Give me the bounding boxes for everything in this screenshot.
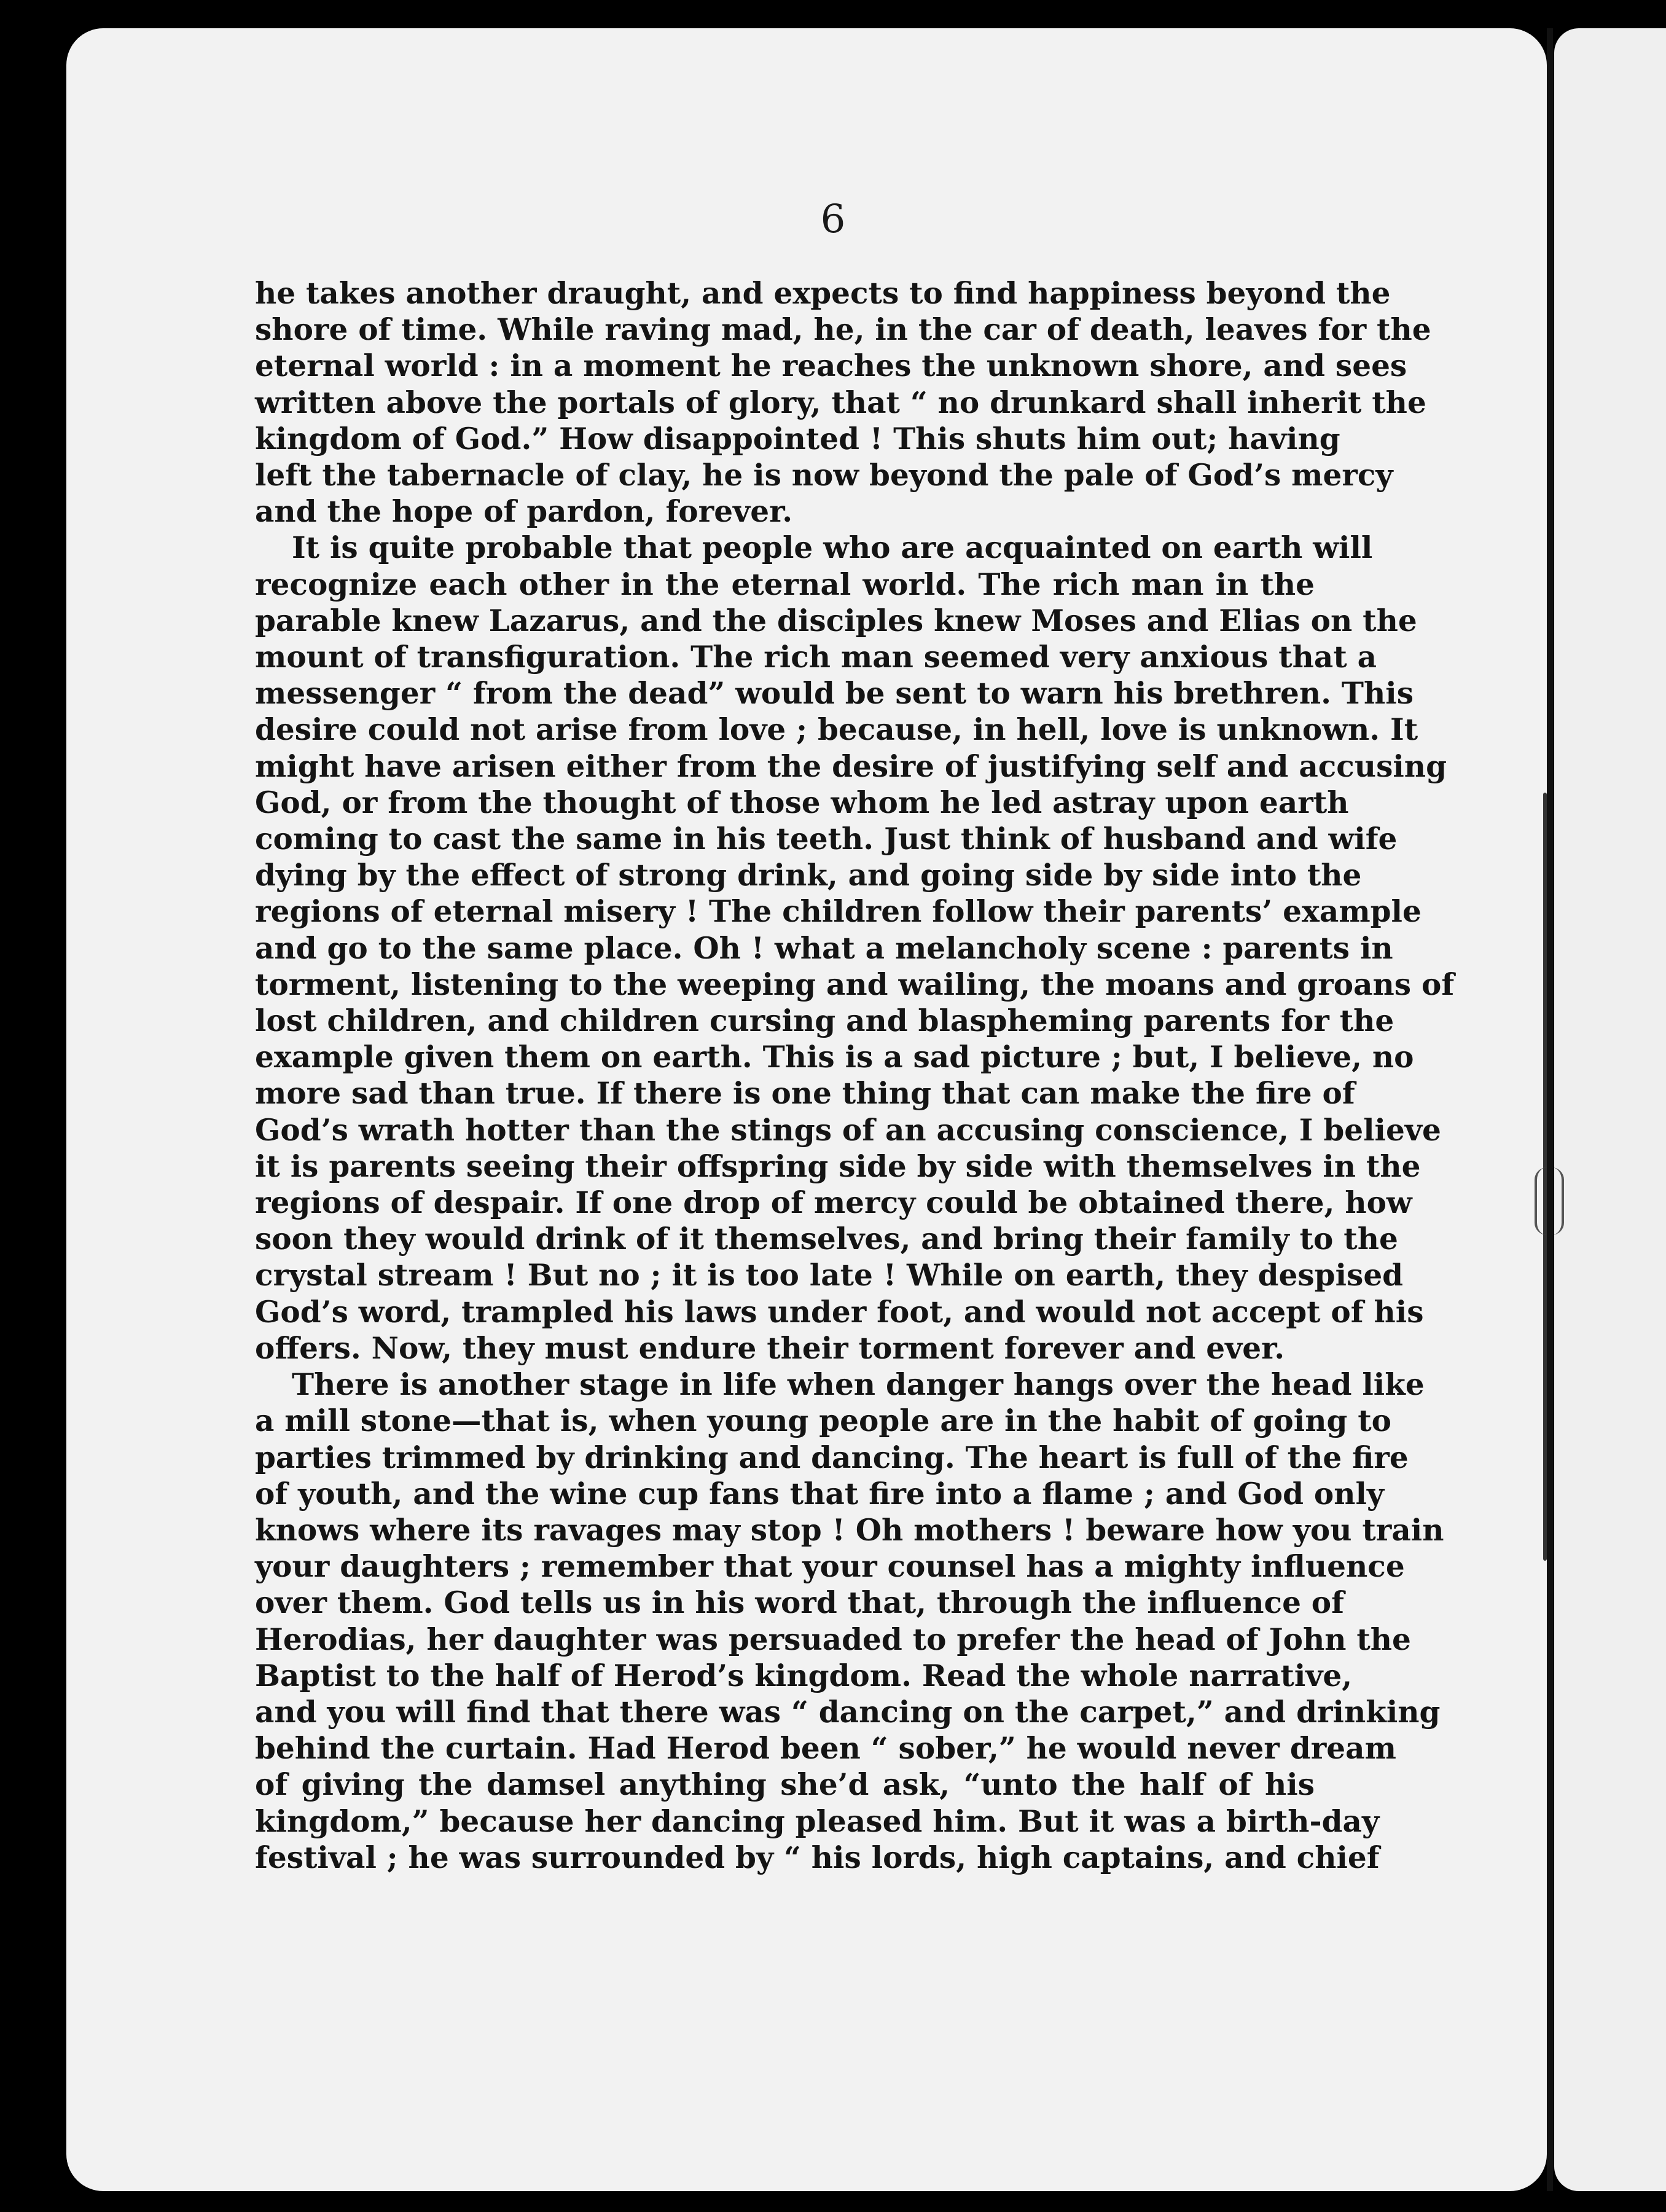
text-line: regions of eternal misery ! The children follow their parents’ example — [255, 894, 1422, 930]
text-line: God’s wrath hotter than the stings of an accusing conscience, I believe — [255, 1112, 1441, 1148]
text-line: example given them on earth. This is a sad picture ; but, I believe, no — [255, 1040, 1414, 1075]
text-line: more sad than true. If there is one thing that can make the fire of — [255, 1076, 1355, 1112]
text-line: mount of transfiguration. The rich man seemed very anxious that a — [255, 640, 1377, 675]
text-line: regions of despair. If one drop of mercy could be obtained there, how — [255, 1185, 1412, 1221]
text-line: it is parents seeing their offspring side by side with themselves in the — [255, 1148, 1421, 1184]
text-line: he takes another draught, and expects to find happiness beyond the — [255, 276, 1391, 311]
text-line: It is quite probable that people who are acquainted on earth will — [292, 530, 1373, 566]
text-line: dying by the effect of strong drink, and going side by side into the — [255, 858, 1362, 893]
text-line: of youth, and the wine cup fans that fire into a flame ; and God only — [255, 1476, 1385, 1512]
text-line: kingdom of God.” How disappointed ! This shuts him out; having — [255, 421, 1340, 457]
text-line: eternal world : in a moment he reaches the unknown shore, and sees — [255, 348, 1407, 384]
text-line: recognize each other in the eternal world. The rich man in the — [255, 567, 1315, 602]
text-line: of giving the damsel anything she’d ask, “unto the half of his — [255, 1767, 1315, 1803]
text-line: knows where its ravages may stop ! Oh mothers ! beware how you train — [255, 1512, 1444, 1548]
text-line: crystal stream ! But no ; it is too late ! While on earth, they despised — [255, 1258, 1404, 1293]
facing-page-edge — [1554, 28, 1666, 2191]
text-line: desire could not arise from love ; because, in hell, love is unknown. It — [255, 712, 1418, 748]
text-line: coming to cast the same in his teeth. Just think of husband and wife — [255, 822, 1398, 857]
text-line: a mill stone—that is, when young people are in the habit of going to — [255, 1403, 1392, 1439]
text-line: shore of time. While raving mad, he, in the car of death, leaves for the — [255, 312, 1431, 348]
text-line: kingdom,” because her dancing pleased him. But it was a birth-day — [255, 1803, 1380, 1839]
text-line: over them. God tells us in his word that, through the influence of — [255, 1585, 1345, 1621]
text-line: offers. Now, they must endure their torment forever and ever. — [255, 1330, 1285, 1366]
body-text — [255, 275, 1455, 1876]
text-line: parable knew Lazarus, and the disciples knew Moses and Elias on the — [255, 603, 1417, 638]
text-line: festival ; he was surrounded by “ his lords, high captains, and chief — [255, 1840, 1380, 1875]
text-line: lost children, and children cursing and blaspheming parents for the — [255, 1003, 1394, 1039]
text-line: parties trimmed by drinking and dancing. The heart is full of the fire — [255, 1440, 1409, 1475]
text-line: might have arisen either from the desire of justifying self and accusing — [255, 748, 1447, 784]
text-line: Baptist to the half of Herod’s kingdom. Read the whole narrative, — [255, 1658, 1353, 1693]
text-line: and you will find that there was “ dancing on the carpet,” and drinking — [255, 1694, 1441, 1730]
text-line: your daughters ; remember that your counsel has a mighty influence — [255, 1549, 1405, 1585]
text-line: written above the portals of glory, that “ no drunkard shall inherit the — [255, 385, 1426, 420]
text-line: God, or from the thought of those whom he led astray upon earth — [255, 785, 1349, 820]
text-line: Herodias, her daughter was persuaded to prefer the head of John the — [255, 1622, 1411, 1657]
text-line: soon they would drink of it themselves, and bring their family to the — [255, 1222, 1398, 1257]
page-gutter — [1547, 28, 1553, 2191]
text-line: and the hope of pardon, forever. — [255, 494, 793, 530]
text-line: God’s word, trampled his laws under foot, and would not accept of his — [255, 1294, 1424, 1330]
text-line: and go to the same place. Oh ! what a melancholy scene : parents in — [255, 930, 1393, 966]
text-line: torment, listening to the weeping and wailing, the moans and groans of — [255, 967, 1455, 1002]
page-number: 6 — [820, 197, 846, 242]
text-line: left the tabernacle of clay, he is now beyond the pale of God’s mercy — [255, 458, 1393, 493]
text-line: behind the curtain. Had Herod been “ sober,” he would never dream — [255, 1731, 1396, 1767]
text-line: messenger “ from the dead” would be sent to warn his brethren. This — [255, 676, 1414, 712]
text-line: There is another stage in life when danger hangs over the head like — [292, 1367, 1425, 1403]
binding-thread-knot — [1535, 1167, 1564, 1235]
